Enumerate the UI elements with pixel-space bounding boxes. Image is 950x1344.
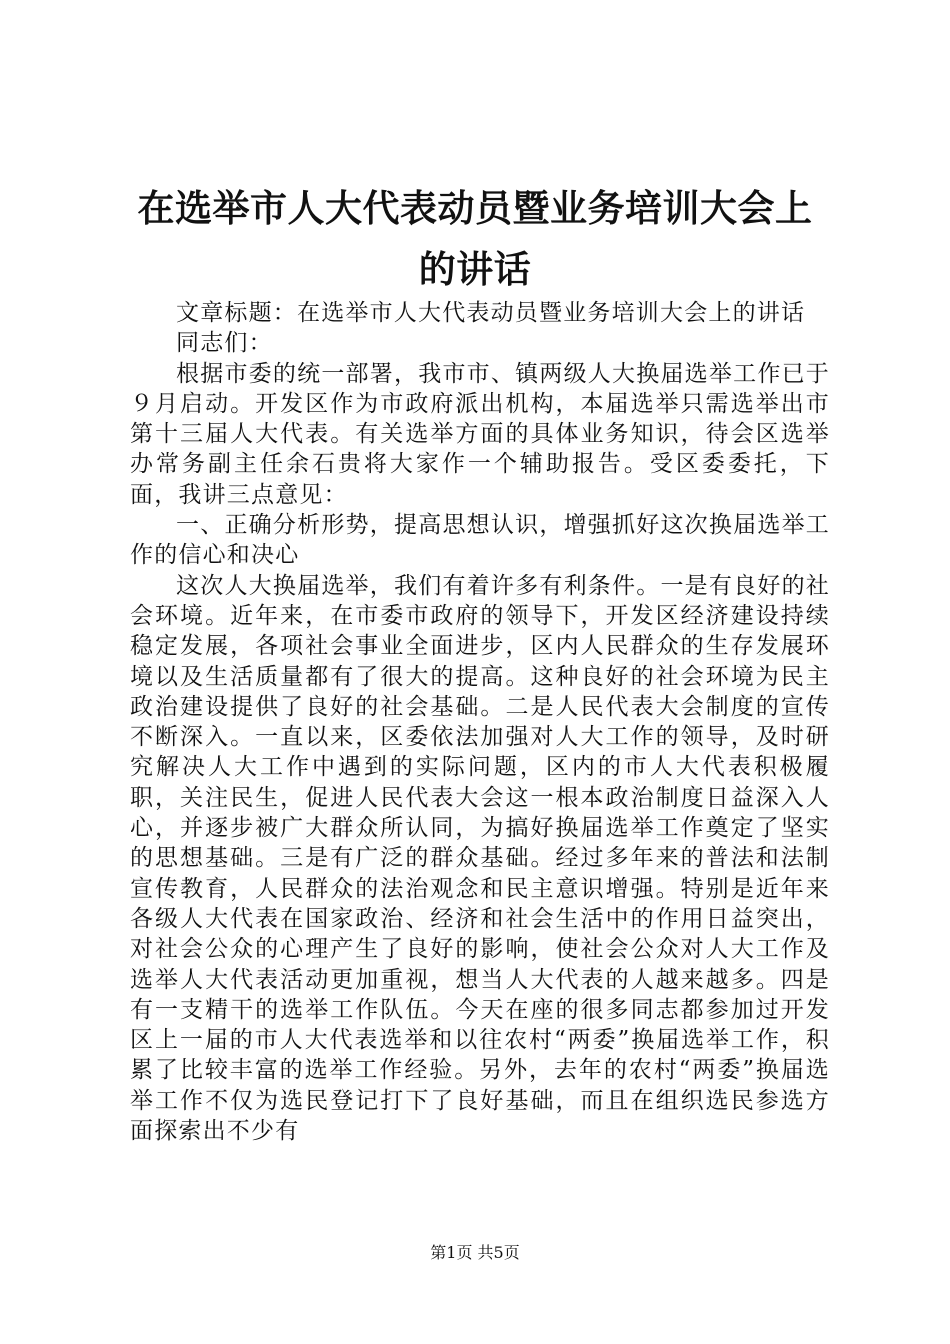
body-paragraph: 这次人大换届选举，我们有着许多有利条件。一是有良好的社会环境。近年来，在市委市政府的领导下，开发区经济建设持续稳定发展，各项社会事业全面进步，区内人民群众的生存发展环境以及生活质量都有了很大的提高。这种良好的社会环境为民主政治建设提供了良好的社会基础。二是人民代表大会制度的宣传不断深入。一直以来，区委依法加强对人大工作的领导，及时研究解决人大工作中遇到的实际问题，区内的市人大代表积极履职，关注民生，促进人民代表大会这一根本政治制度日益深入人心，并逐步被广大群众所认同，为搞好换届选举工作奠定了坚实的思想基础。三是有广泛的群众基础。经过多年来的普法和法制宣传教育，人民群众的法治观念和民主意识增强。特别是近年来各级人大代表在国家政治、经济和社会生活中的作用日益突出，对社会公众的心理产生了良好的影响，使社会公众对人大工作及选举人大代表活动更加重视，想当人大代表的人越来越多。四是有一支精干的选举工作队伍。今天在座的很多同志都参加过开发区上一届的市人大代表选举和以往农村“两委”换届选举工作，积累了比较丰富的选举工作经验。另外，去年的农村“两委”换届选举工作不仅为选民登记打下了良好基础，而且在组织选民参选方面探索出不少有	[130, 572, 830, 1145]
salutation: 同志们：	[176, 330, 273, 357]
page-footer: 第1页 共5页	[430, 1243, 520, 1262]
body-paragraph: 根据市委的统一部署，我市市、镇两级人大换届选举工作已于９月启动。开发区作为市政府派出机构，本届选举只需选举出市第十三届人大代表。有关选举方面的具体业务知识，待会区选举办常务副主任余石贵将大家作一个辅助报告。受区委委托，下面，我讲三点意见：	[130, 360, 830, 508]
document-title: 在选举市人大代表动员暨业务培训大会上的讲话	[137, 186, 813, 291]
document-body	[130, 298, 830, 1146]
section-heading: 一、正确分析形势，提高思想认识，增强抓好这次换届选举工作的信心和决心	[130, 512, 830, 569]
article-title-line: 文章标题：在选举市人大代表动员暨业务培训大会上的讲话	[176, 300, 806, 326]
